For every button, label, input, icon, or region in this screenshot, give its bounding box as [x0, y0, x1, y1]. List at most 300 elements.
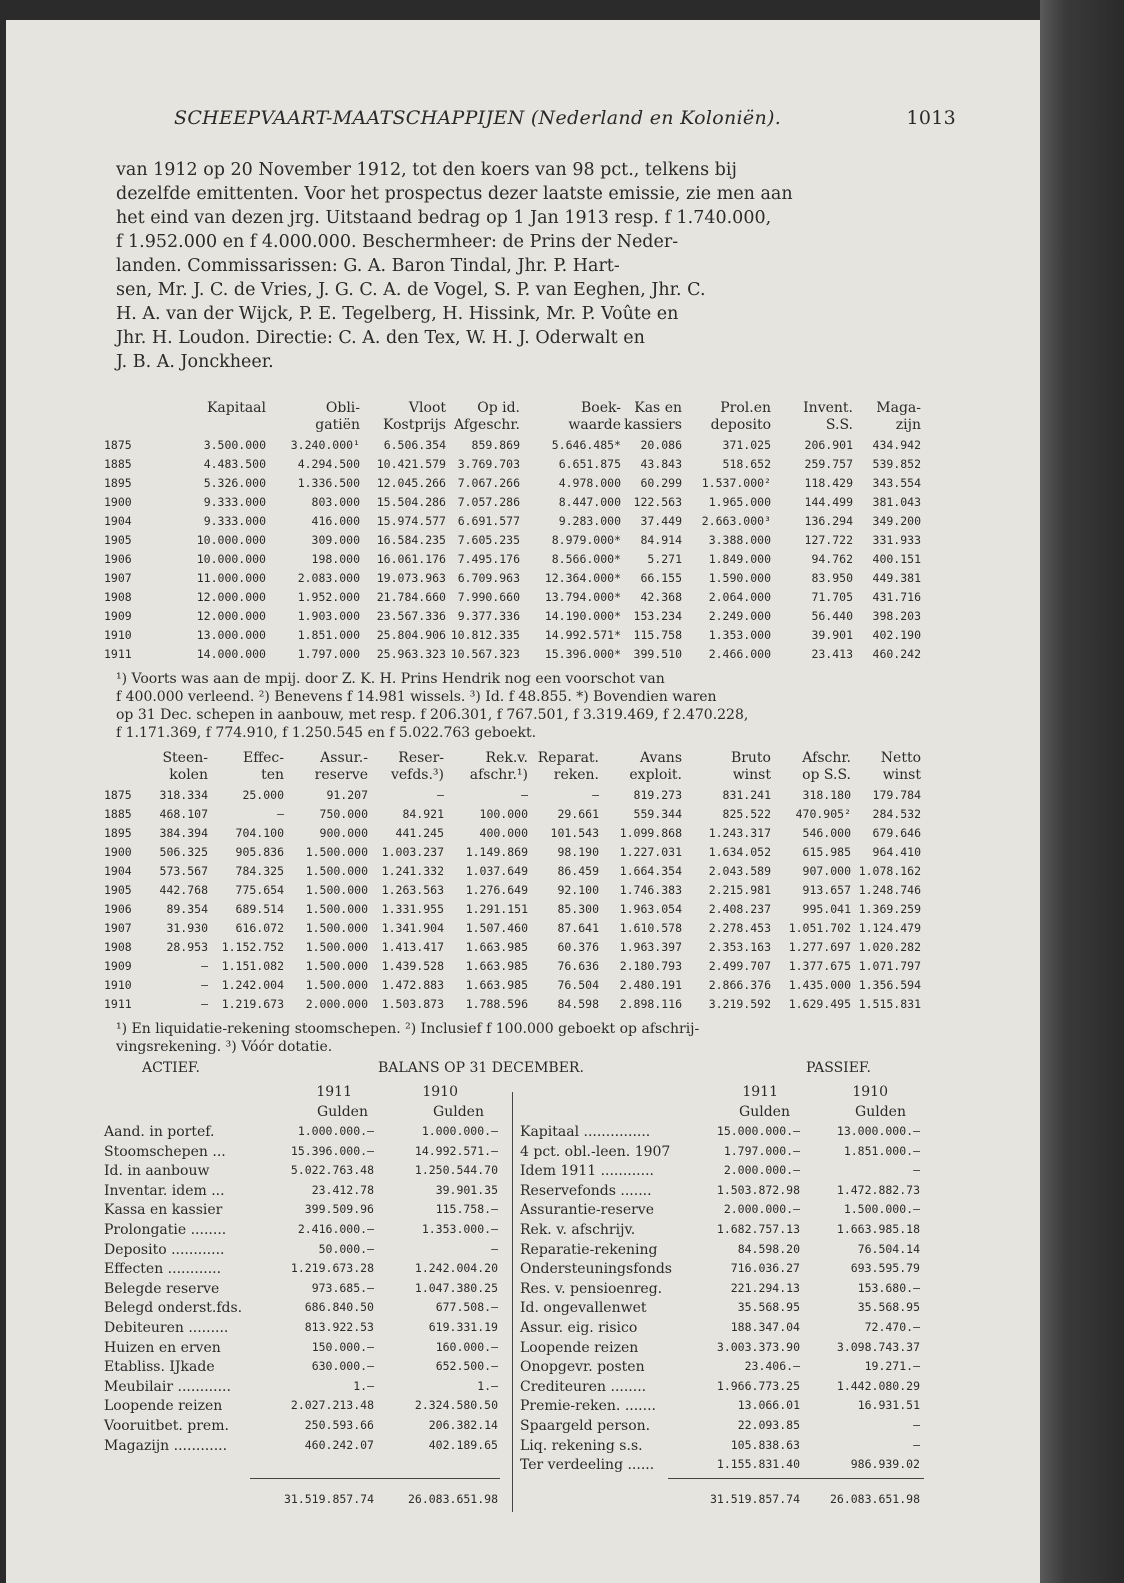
table1-cell: 20.086: [640, 438, 682, 452]
table2-cell: 1.356.594: [858, 978, 921, 992]
passief-value-1910: 693.595.79: [850, 1261, 920, 1276]
table1-cell: 10.567.323: [450, 647, 520, 661]
table1-header: Kas en kassiers: [624, 400, 682, 433]
table1-cell: 6.709.963: [457, 571, 520, 585]
actief-value-1910: 1.047.380.25: [414, 1280, 498, 1295]
table1-cell: 136.294: [804, 514, 853, 528]
table2-cell: 750.000: [319, 807, 368, 821]
table2-cell: 92.100: [557, 883, 599, 897]
actief-value-1911: 460.242.07: [304, 1437, 374, 1452]
table1-cell: 399.510: [633, 647, 682, 661]
table2-cell: 1.377.675: [788, 959, 851, 973]
actief-total-1910: 26.083.651.98: [407, 1492, 498, 1506]
passief-item-label: Idem 1911 ............: [520, 1163, 654, 1180]
table1-cell: 10.000.000: [196, 552, 266, 566]
table1-cell: 3.388.000: [708, 533, 771, 547]
actief-value-1910: 115.758.—: [435, 1202, 498, 1217]
table1-cell: 7.057.286: [457, 495, 520, 509]
table2-cell: 1.341.904: [381, 921, 444, 935]
table2-cell: 1.151.082: [221, 959, 284, 973]
passief-col-1910: 1910: [852, 1084, 888, 1100]
table2-cell: 1.507.460: [465, 921, 528, 935]
table1-cell: 15.504.286: [376, 495, 446, 509]
table2-cell: 1.500.000: [305, 959, 368, 973]
table1-cell: 14.992.571*: [544, 628, 621, 642]
table2-cell: 2.215.981: [708, 883, 771, 897]
passief-item-label: Id. ongevallenwet: [520, 1300, 647, 1317]
actief-value-1911: 1.—: [353, 1378, 374, 1393]
table2-cell: 1.219.673: [221, 997, 284, 1011]
table2-cell: 1.664.354: [619, 864, 682, 878]
table2-cell: 3.219.592: [708, 997, 771, 1011]
table2-cell: 1.263.563: [381, 883, 444, 897]
table2-cell: 76.504: [557, 978, 599, 992]
table1-header: Op id. Afgeschr.: [454, 400, 520, 433]
passief-value-1910: 153.680.—: [857, 1280, 920, 1295]
table2-cell: 179.784: [872, 788, 921, 802]
table2-cell: 1.242.004: [221, 978, 284, 992]
actief-value-1910: 677.508.—: [435, 1300, 498, 1315]
table2-cell: 87.641: [557, 921, 599, 935]
table2-cell: 441.245: [395, 826, 444, 840]
row-year: 1885: [104, 457, 132, 471]
passief-value-1911: 1.503.872.98: [716, 1182, 800, 1197]
row-year: 1875: [104, 438, 132, 452]
table2-cell: 1.241.332: [381, 864, 444, 878]
actief-item-label: Magazijn ............: [104, 1437, 228, 1454]
table2-cell: 1.788.596: [465, 997, 528, 1011]
table1-cell: 2.663.000³: [701, 514, 771, 528]
table1-cell: 431.716: [872, 590, 921, 604]
row-year: 1908: [104, 940, 132, 954]
actief-item-label: Inventar. idem ...: [104, 1182, 225, 1199]
row-year: 1904: [104, 864, 132, 878]
table1-cell: 127.722: [804, 533, 853, 547]
table2-cell: 615.985: [802, 845, 851, 859]
row-year: 1885: [104, 807, 132, 821]
table2-cell: 76.636: [557, 959, 599, 973]
actief-item-label: Stoomschepen ...: [104, 1143, 226, 1160]
table1-cell: 4.978.000: [558, 476, 621, 490]
table1-cell: 2.249.000: [708, 609, 771, 623]
passief-value-1910: 1.500.000.—: [843, 1202, 920, 1217]
table2-cell: 1.124.479: [858, 921, 921, 935]
table2-cell: 91.207: [326, 788, 368, 802]
table2-cell: 1.248.746: [858, 883, 921, 897]
table1-cell: 25.963.323: [376, 647, 446, 661]
row-year: 1895: [104, 476, 132, 490]
passief-item-label: Ter verdeeling ......: [520, 1457, 655, 1474]
passief-item-label: Loopende reizen: [520, 1339, 639, 1356]
table2-header: Bruto winst: [730, 750, 771, 783]
table2-cell: 442.768: [159, 883, 208, 897]
actief-value-1910: 1.000.000.—: [421, 1124, 498, 1138]
table2-cell: 1.243.317: [708, 826, 771, 840]
footnote-line: f 400.000 verleend. ²) Benevens f 14.981 wissels. ³) Id. f 48.855. *) Bovendien waren: [116, 689, 717, 705]
table1-cell: 371.025: [722, 438, 771, 452]
paragraph-line: Jhr. H. Loudon. Directie: C. A. den Tex, W. H. J. Oderwalt en: [116, 328, 645, 348]
table2-cell: 1.435.000: [788, 978, 851, 992]
row-year: 1907: [104, 921, 132, 935]
table1-cell: 1.965.000: [708, 495, 771, 509]
passief-value-1911: 1.797.000.—: [723, 1143, 800, 1158]
passief-item-label: Crediteuren ........: [520, 1378, 647, 1395]
table1-header: Prol.en deposito: [710, 400, 771, 433]
table1-cell: 349.200: [872, 514, 921, 528]
table2-cell: 1.500.000: [305, 921, 368, 935]
table1-header: Maga- zijn: [876, 400, 921, 433]
row-year: 1906: [104, 902, 132, 916]
table2-cell: 89.354: [166, 902, 208, 916]
table2-cell: 546.000: [802, 826, 851, 840]
passief-item-label: Assur. eig. risico: [520, 1320, 638, 1336]
table1-header: Vloot Kostprijs: [383, 400, 446, 433]
table1-cell: 56.440: [811, 609, 853, 623]
table1-cell: 11.000.000: [196, 571, 266, 585]
actief-value-1911: 399.509.96: [304, 1202, 374, 1217]
actief-value-1910: 1.242.004.20: [414, 1261, 498, 1276]
table2-cell: 1.963.397: [619, 940, 682, 954]
table2-cell: 31.930: [166, 921, 208, 935]
table2-cell: 2.898.116: [619, 997, 682, 1011]
passief-value-1910: —: [913, 1418, 920, 1432]
actief-unit-1910: Gulden: [433, 1104, 484, 1120]
table1-cell: 518.652: [722, 457, 771, 471]
page-number: 1013: [906, 107, 956, 129]
row-year: 1895: [104, 826, 132, 840]
table1-cell: 460.242: [872, 647, 921, 661]
table2-cell: 86.459: [557, 864, 599, 878]
table2-cell: 2.043.589: [708, 864, 771, 878]
passief-value-1910: 1.442.080.29: [836, 1378, 920, 1393]
table2-cell: 84.921: [402, 807, 444, 821]
table2-cell: 1.663.985: [465, 959, 528, 973]
table1-cell: 37.449: [640, 514, 682, 528]
footnote-line: f 1.171.369, f 774.910, f 1.250.545 en f 5.022.763 geboekt.: [116, 725, 537, 741]
actief-value-1911: 50.000.—: [318, 1241, 374, 1256]
table1-cell: 1.590.000: [708, 571, 771, 585]
table2-cell: 1.291.151: [465, 902, 528, 916]
table2-header: Steen- kolen: [162, 750, 208, 783]
actief-value-1910: 39.901.35: [435, 1182, 498, 1197]
table2-cell: 101.543: [550, 826, 599, 840]
row-year: 1906: [104, 552, 132, 566]
table2-cell: 1.078.162: [858, 864, 921, 878]
passief-value-1910: 13.000.000.—: [836, 1124, 920, 1138]
table2-cell: 2.000.000: [305, 997, 368, 1011]
passief-value-1910: 1.472.882.73: [836, 1182, 920, 1197]
table1-cell: 12.364.000*: [544, 571, 621, 585]
actief-value-1911: 630.000.—: [311, 1359, 374, 1374]
table2-cell: 2.866.376: [708, 978, 771, 992]
table1-cell: 859.869: [471, 438, 520, 452]
table2-cell: 559.344: [633, 807, 682, 821]
row-year: 1911: [104, 647, 132, 661]
row-year: 1909: [104, 609, 132, 623]
row-year: 1905: [104, 883, 132, 897]
table1-cell: 23.567.336: [376, 609, 446, 623]
table1-header: Obli- gatiën: [315, 400, 360, 433]
table1-cell: 8.566.000*: [551, 552, 621, 566]
table1-cell: 206.901: [804, 438, 853, 452]
actief-value-1911: 250.593.66: [304, 1418, 374, 1432]
actief-value-1911: 1.219.673.28: [290, 1261, 374, 1276]
table2-cell: 1.071.797: [858, 959, 921, 973]
table2-cell: 318.334: [159, 788, 208, 802]
paragraph-line: landen. Commissarissen: G. A. Baron Tindal, Jhr. P. Hart-: [116, 256, 620, 276]
table1-cell: 14.190.000*: [544, 609, 621, 623]
table1-cell: 402.190: [872, 628, 921, 642]
header-title: SCHEEPVAART-MAATSCHAPPIJEN (Nederland en Koloniën).: [174, 107, 782, 129]
table1-cell: 381.043: [872, 495, 921, 509]
table1-cell: 15.396.000*: [544, 647, 621, 661]
table1-cell: 153.234: [633, 609, 682, 623]
actief-item-label: Belegd onderst.fds.: [104, 1300, 243, 1317]
paragraph-line: J. B. A. Jonckheer.: [116, 352, 274, 372]
table2-cell: 995.041: [802, 902, 851, 916]
table2-cell: 400.000: [479, 826, 528, 840]
table2-cell: 573.567: [159, 864, 208, 878]
table1-cell: 16.584.235: [376, 533, 446, 547]
table1-cell: 1.353.000: [708, 628, 771, 642]
table1-cell: 400.151: [872, 552, 921, 566]
passief-value-1910: 35.568.95: [857, 1300, 920, 1315]
table2-header: Avans exploit.: [629, 750, 682, 783]
table1-cell: 7.495.176: [457, 552, 520, 566]
table2-cell: —: [521, 788, 528, 802]
actief-value-1910: 160.000.—: [435, 1339, 498, 1354]
table1-cell: 42.368: [640, 590, 682, 604]
table2-cell: —: [277, 807, 284, 821]
table1-cell: 21.784.660: [376, 590, 446, 604]
passief-value-1911: 23.406.—: [744, 1359, 800, 1374]
table1-cell: 84.914: [640, 533, 682, 547]
table2-header: Reser- vefds.³): [390, 750, 444, 783]
table2-cell: 679.646: [872, 826, 921, 840]
table2-cell: 1.331.955: [381, 902, 444, 916]
row-year: 1900: [104, 845, 132, 859]
passief-item-label: Onopgevr. posten: [520, 1359, 645, 1376]
table1-cell: 94.762: [811, 552, 853, 566]
table2-cell: 318.180: [802, 788, 851, 802]
table2-header: Reparat. reken.: [537, 750, 599, 783]
actief-item-label: Loopende reizen: [104, 1398, 223, 1415]
row-year: 1900: [104, 495, 132, 509]
table1-cell: 60.299: [640, 476, 682, 490]
passief-value-1910: 986.939.02: [850, 1457, 920, 1472]
table1-cell: 5.646.485*: [551, 438, 621, 452]
actief-value-1910: 619.331.19: [428, 1320, 498, 1334]
table2-cell: 1.500.000: [305, 902, 368, 916]
table2-cell: 907.000: [802, 864, 851, 878]
table1-cell: 8.447.000: [558, 495, 621, 509]
table2-cell: 1.003.237: [381, 845, 444, 859]
table1-cell: 14.000.000: [196, 647, 266, 661]
table2-cell: 85.300: [557, 902, 599, 916]
table2-cell: 468.107: [159, 807, 208, 821]
table2-cell: 384.394: [159, 826, 208, 840]
table1-cell: 15.974.577: [376, 514, 446, 528]
table1-cell: 25.804.906: [376, 628, 446, 642]
table2-cell: —: [201, 959, 208, 973]
row-year: 1875: [104, 788, 132, 802]
table1-header: Kapitaal: [206, 400, 266, 416]
table1-cell: 43.843: [640, 457, 682, 471]
actief-unit-1911: Gulden: [317, 1104, 368, 1120]
passief-item-label: Reparatie-rekening: [520, 1241, 658, 1258]
actief-item-label: Debiteuren .........: [104, 1320, 229, 1336]
passief-item-label: Rek. v. afschrijv.: [520, 1222, 636, 1238]
table1-cell: 2.064.000: [708, 590, 771, 604]
table1-cell: 2.083.000: [297, 571, 360, 585]
footnote-line: vingsrekening. ³) Vóór dotatie.: [116, 1039, 333, 1055]
table1-cell: 13.794.000*: [544, 590, 621, 604]
actief-value-1910: —: [491, 1241, 498, 1256]
passief-value-1911: 2.000.000.—: [723, 1163, 800, 1178]
table2-cell: —: [437, 788, 444, 802]
table1-cell: 118.429: [804, 476, 853, 490]
passief-value-1911: 1.682.757.13: [716, 1222, 800, 1236]
passief-item-label: Res. v. pensioenreg.: [520, 1280, 663, 1297]
table2-cell: —: [201, 978, 208, 992]
table1-cell: 309.000: [311, 533, 360, 547]
table2-cell: 28.953: [166, 940, 208, 954]
table2-cell: 784.325: [235, 864, 284, 878]
passief-item-label: Liq. rekening s.s.: [520, 1437, 643, 1454]
footnote-line: ¹) En liquidatie-rekening stoomschepen. ²) Inclusief f 100.000 geboekt op afschrij-: [116, 1021, 700, 1037]
table1-cell: 7.067.266: [457, 476, 520, 490]
passief-value-1911: 188.347.04: [730, 1320, 800, 1334]
table1-cell: 4.483.500: [203, 457, 266, 471]
footnote-line: op 31 Dec. schepen in aanbouw, met resp. f 206.301, f 767.501, f 3.319.469, f 2.470.228,: [116, 707, 749, 723]
actief-col-1911: 1911: [316, 1084, 352, 1100]
table1-cell: 1.952.000: [297, 590, 360, 604]
row-year: 1910: [104, 978, 132, 992]
table1-cell: 343.554: [872, 476, 921, 490]
table2-cell: 1.500.000: [305, 883, 368, 897]
table2-cell: 1.500.000: [305, 978, 368, 992]
passief-item-label: Assurantie-reserve: [520, 1202, 655, 1219]
table2-cell: 1.413.417: [381, 940, 444, 954]
table2-cell: 689.514: [235, 902, 284, 916]
passief-item-label: Reservefonds .......: [520, 1182, 652, 1199]
actief-item-label: Effecten ............: [104, 1261, 222, 1278]
passief-value-1910: —: [913, 1437, 920, 1452]
row-year: 1907: [104, 571, 132, 585]
table2-cell: 470.905²: [795, 807, 851, 821]
passief-value-1911: 84.598.20: [737, 1241, 800, 1256]
passief-total-1910: 26.083.651.98: [829, 1492, 920, 1506]
table1-cell: 7.605.235: [457, 533, 520, 547]
paragraph-line: van 1912 op 20 November 1912, tot den koers van 98 pct., telkens bij: [116, 160, 737, 180]
table2-cell: 905.836: [235, 845, 284, 859]
table1-cell: 5.271: [647, 552, 682, 566]
passief-item-label: Premie-reken. .......: [520, 1398, 656, 1415]
table2-cell: 1.051.702: [788, 921, 851, 935]
table2-cell: 100.000: [479, 807, 528, 821]
paragraph-line: dezelfde emittenten. Voor het prospectus dezer laatste emissie, zie men aan: [116, 184, 793, 204]
table2-cell: 1.610.578: [619, 921, 682, 935]
table1-cell: 19.073.963: [376, 571, 446, 585]
table1-cell: 3.769.703: [457, 457, 520, 471]
actief-item-label: Id. in aanbouw: [104, 1163, 210, 1180]
table2-cell: 1.277.697: [788, 940, 851, 954]
table1-cell: 259.757: [804, 457, 853, 471]
actief-value-1911: 973.685.—: [311, 1280, 374, 1295]
footnote-line: ¹) Voorts was aan de mpij. door Z. K. H. Prins Hendrik nog een voorschot van: [116, 671, 665, 687]
table2-cell: 1.227.031: [619, 845, 682, 859]
table2-cell: —: [592, 788, 599, 802]
actief-item-label: Meubilair ............: [104, 1378, 231, 1395]
actief-value-1911: 2.027.213.48: [290, 1398, 374, 1413]
passief-value-1911: 3.003.373.90: [716, 1339, 800, 1354]
row-year: 1910: [104, 628, 132, 642]
table2-cell: 1.276.649: [465, 883, 528, 897]
table2-cell: 1.663.985: [465, 978, 528, 992]
table1-cell: 7.990.660: [457, 590, 520, 604]
actief-value-1910: 402.189.65: [428, 1437, 498, 1452]
table2-cell: 1.152.752: [221, 940, 284, 954]
table1-cell: 9.377.336: [457, 609, 520, 623]
table1-cell: 6.691.577: [457, 514, 520, 528]
passief-value-1911: 22.093.85: [737, 1418, 800, 1432]
row-year: 1909: [104, 959, 132, 973]
table1-header: Boek- waarde: [568, 400, 621, 433]
table2-cell: 1.500.000: [305, 864, 368, 878]
table1-cell: 434.942: [872, 438, 921, 452]
actief-value-1911: 15.396.000.—: [290, 1143, 374, 1158]
paragraph-line: f 1.952.000 en f 4.000.000. Beschermheer: de Prins der Neder-: [116, 232, 679, 252]
table2-cell: 2.480.191: [619, 978, 682, 992]
actief-col-1910: 1910: [422, 1084, 458, 1100]
table1-cell: 83.950: [811, 571, 853, 585]
table2-cell: 1.099.868: [619, 826, 682, 840]
table1-cell: 66.155: [640, 571, 682, 585]
table2-cell: 2.180.793: [619, 959, 682, 973]
table2-header: Netto winst: [880, 750, 921, 783]
table2-cell: 2.499.707: [708, 959, 771, 973]
table1-cell: 803.000: [311, 495, 360, 509]
passief-value-1911: 15.000.000.—: [716, 1124, 800, 1138]
table1-cell: 16.061.176: [376, 552, 446, 566]
table2-cell: 1.500.000: [305, 845, 368, 859]
table1-cell: 12.000.000: [196, 609, 266, 623]
actief-item-label: Aand. in portef.: [104, 1124, 215, 1140]
row-year: 1911: [104, 997, 132, 1011]
table2-cell: 98.190: [557, 845, 599, 859]
row-year: 1904: [104, 514, 132, 528]
passief-col-1911: 1911: [742, 1084, 778, 1100]
actief-item-label: Deposito ............: [104, 1241, 225, 1258]
table1-cell: 10.000.000: [196, 533, 266, 547]
passief-unit-1910: Gulden: [855, 1104, 906, 1120]
actief-value-1910: 2.324.580.50: [414, 1398, 498, 1413]
table2-cell: 1.515.831: [858, 997, 921, 1011]
table1-cell: 4.294.500: [297, 457, 360, 471]
passief-value-1910: 1.851.000.—: [843, 1143, 920, 1158]
table2-header: Rek.v. afschr.¹): [469, 750, 528, 783]
actief-total-1911: 31.519.857.74: [283, 1492, 374, 1506]
table2-cell: 1.963.054: [619, 902, 682, 916]
table1-cell: 2.466.000: [708, 647, 771, 661]
table2-cell: 964.410: [872, 845, 921, 859]
table1-cell: 1.537.000²: [701, 476, 771, 490]
passief-value-1911: 221.294.13: [730, 1280, 800, 1295]
passief-item-label: Spaargeld person.: [520, 1418, 651, 1434]
table2-cell: 284.532: [872, 807, 921, 821]
passief-unit-1911: Gulden: [739, 1104, 790, 1120]
table2-cell: 1.439.528: [381, 959, 444, 973]
